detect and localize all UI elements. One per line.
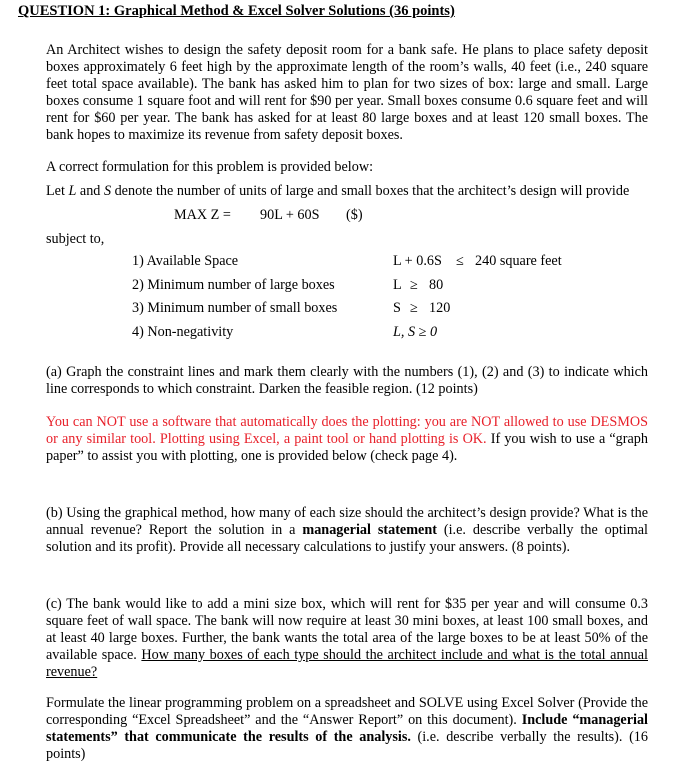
constraint-2-lhs: L: [393, 277, 402, 293]
part-c-pre: (c) The bank would like to add a mini size box, which will rent for $35 per year and will consume 0.3 square feet of wall space. The bank will now require at least 30 mini boxes, at least 100 small boxes, and at least 40 large boxes. Further, the bank wants the total area of the large boxes to be at least 50% of the available space.: [46, 596, 648, 663]
formulate-pre: Formulate the linear programming problem on a spreadsheet and SOLVE using Excel Solver (Provide the corresponding “Excel Spreadsheet” and the “Answer Report” on this document).: [46, 695, 648, 728]
part-a-text: (a) Graph the constraint lines and mark them clearly with the numbers (1), (2) and (3) to indicate which line corresponds to which constraint. Darken the feasible region. (12 points): [46, 364, 648, 397]
subject-to: subject to,: [46, 231, 105, 247]
question-heading: QUESTION 1: Graphical Method & Excel Solver Solutions (36 points): [18, 3, 455, 19]
problem-intro: An Architect wishes to design the safety deposit room for a bank safe. He plans to place safety deposit boxes approximately 6 feet high by the approximate length of the room’s walls, 40 feet (i.e., 240 square feet total space available). The bank has asked him to plan for two sizes of box: large and small. Large boxes consume 1 square foot and will rent for $90 per year. Small boxes consume 0.6 square feet and will rent for $60 per year. The bank has asked for at least 80 large boxes and at least 120 small boxes. The bank hopes to maximize its revenue from safety deposit boxes.: [46, 42, 648, 143]
plotting-warning: [46, 414, 648, 465]
let-text-a: Let: [46, 183, 69, 199]
constraint-2-rhs: 80: [429, 277, 444, 293]
constraint-4-label: 4) Non-negativity: [132, 324, 234, 340]
constraint-3-op: ≥: [410, 300, 418, 316]
formulate-instructions: [46, 695, 648, 763]
constraint-3-rhs: 120: [429, 300, 451, 316]
part-b-post: (i.e. describe verbally the optimal solution and its profit). Provide all necessary calculations to justify your answers. (8 points).: [46, 522, 649, 555]
constraint-2-op: ≥: [410, 277, 418, 293]
objective-label: MAX Z =: [174, 207, 231, 223]
warning-red-text: You can NOT use a software that automatically does the plotting: you are NOT allowed to use DESMOS or any similar tool. Plotting using Excel, a paint tool or hand plotting is OK.: [46, 414, 648, 447]
constraint-1-rhs: 240 square feet: [475, 253, 562, 269]
constraint-3-label: 3) Minimum number of small boxes: [132, 300, 338, 316]
part-b-text: [46, 505, 648, 556]
objective-expression: 90L + 60S: [260, 207, 320, 223]
let-text-c: denote the number of units of large and small boxes that the architect’s design will provide: [111, 183, 630, 199]
warning-black-text: If you wish to use a “graph paper” to assist you with plotting, one is provided below (check page 4).: [46, 431, 648, 464]
part-b-pre: (b) Using the graphical method, how many of each size should the architect’s design provide? What is the annual revenue? Report the solution in a: [46, 505, 648, 538]
part-c-underlined: How many boxes of each type should the architect include and what is the total annual revenue?: [46, 647, 648, 680]
constraint-3-lhs: S: [393, 300, 401, 316]
objective-unit: ($): [346, 207, 363, 223]
var-l: L: [68, 183, 77, 199]
constraint-1-op: ≤: [456, 253, 464, 269]
part-c-text: [46, 596, 648, 681]
let-text-b: and: [76, 183, 104, 199]
var-s: S: [103, 183, 112, 199]
constraint-2-label: 2) Minimum number of large boxes: [132, 277, 335, 293]
part-b-bold: managerial statement: [302, 522, 437, 538]
formulate-bold: Include “managerial statements” that communicate the results of the analysis.: [46, 712, 648, 745]
formulate-post: (i.e. describe verbally the results). (16 points): [46, 729, 648, 762]
constraint-1-lhs: L + 0.6S: [393, 253, 442, 269]
variable-definition: [46, 183, 648, 200]
constraint-4-lhs: L, S ≥ 0: [393, 324, 438, 340]
constraint-1-label: 1) Available Space: [132, 253, 239, 269]
formulation-intro: A correct formulation for this problem is provided below:: [46, 159, 374, 175]
